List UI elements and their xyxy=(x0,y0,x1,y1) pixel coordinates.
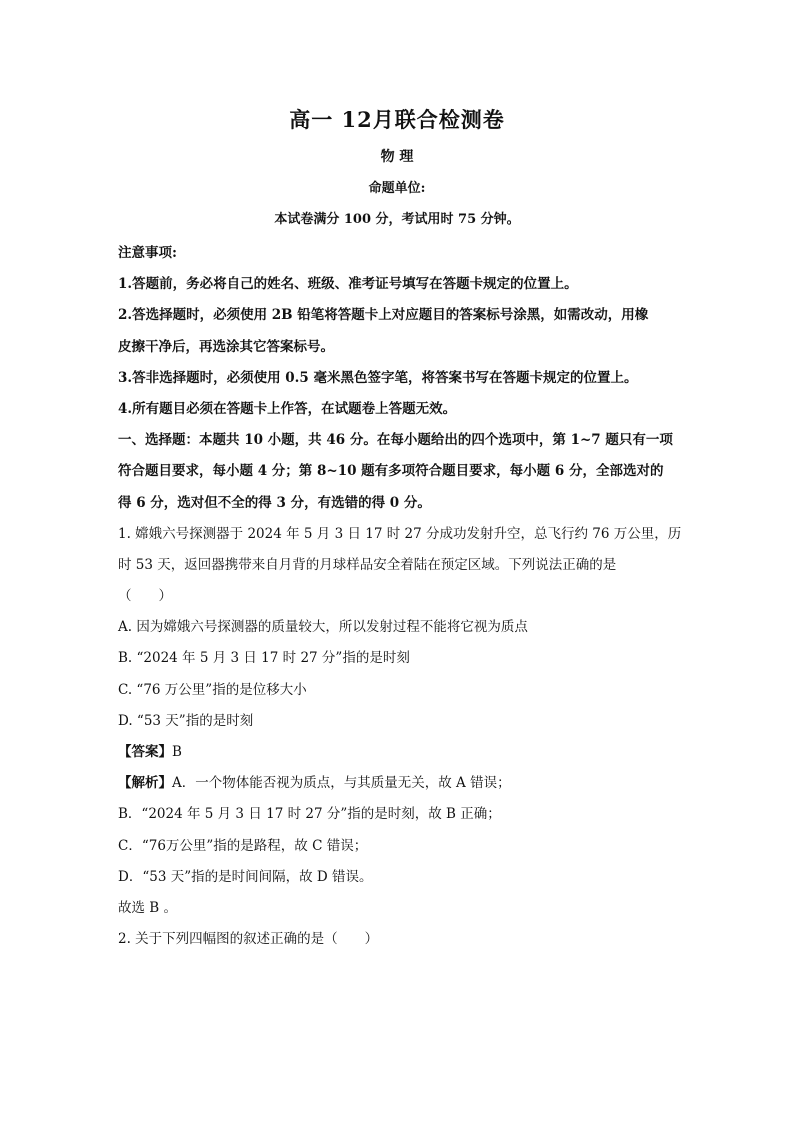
answer-value: B xyxy=(172,744,182,760)
page-title: 高一 12月联合检测卷 xyxy=(289,107,505,132)
question-2-stem: 2. 关于下列四幅图的叙述正确的是（ ） xyxy=(118,931,379,948)
analysis-text: D．“53 天”指的是时间间隔，故 D 错误。 xyxy=(118,868,373,885)
notice-item: 皮擦干净后，再选涂其它答案标号。 xyxy=(118,338,334,355)
exam-body xyxy=(118,238,682,955)
author-unit: 命题单位: xyxy=(368,181,426,196)
subject-label: 物 理 xyxy=(380,149,414,165)
analysis-text: A．一个物体能否视为质点，与其质量无关，故 A 错误； xyxy=(172,775,511,792)
analysis-line xyxy=(118,768,678,799)
question-stem: 时 53 天，返回器携带来自月背的月球样品安全着陆在预定区域。下列说法正确的是 xyxy=(118,556,617,573)
notice-item: 3.答非选择题时，必须使用 0.5 毫米黑色签字笔，将答案书写在答题卡规定的位置上。 xyxy=(118,369,638,386)
notice-item: 4.所有题目必须在答题卡上作答，在试题卷上答题无效。 xyxy=(118,400,457,417)
notice-item: 1.答题前，务必将自己的姓名、班级、准考证号填写在答题卡规定的位置上。 xyxy=(118,276,578,293)
question-stem: （ ） xyxy=(118,588,172,605)
section-heading: 一、选择题：本题共 10 小题，共 46 分。在每小题给出的四个选项中，第 1~7 题只有一项 xyxy=(118,432,673,449)
section-text: 得 6 分，选对但不全的得 3 分，有选错的得 0 分。 xyxy=(118,494,431,511)
notice-heading: 注意事项: xyxy=(118,245,177,261)
option-a: A. 因为嫦娥六号探测器的质量较大，所以发射过程不能将它视为质点 xyxy=(118,619,528,636)
conclusion: 故选 B 。 xyxy=(118,899,178,916)
option-d: D. “53 天”指的是时刻 xyxy=(118,712,254,729)
option-c: C. “76 万公里”指的是位移大小 xyxy=(118,681,307,698)
section-text: 符合题目要求，每小题 4 分；第 8~10 题有多项符合题目要求，每小题 6 分，全部选对的 xyxy=(118,463,664,480)
analysis-text: B．“2024 年 5 月 3 日 17 时 27 分”指的是时刻，故 B 正确； xyxy=(118,806,501,823)
answer-label: 【答案】 xyxy=(118,744,172,760)
answer-line xyxy=(118,737,678,768)
question-stem: 1. 嫦娥六号探测器于 2024 年 5 月 3 日 17 时 27 分成功发射升空，总飞行约 76 万公里，历 xyxy=(118,525,682,542)
analysis-label: 【解析】 xyxy=(118,775,172,792)
option-b: B. “2024 年 5 月 3 日 17 时 27 分”指的是时刻 xyxy=(118,650,410,667)
notice-item: 2.答选择题时，必须使用 2B 铅笔将答题卡上对应题目的答案标号涂黑，如需改动，用橡 xyxy=(118,307,649,324)
exam-info: 本试卷满分 100 分，考试用时 75 分钟。 xyxy=(274,212,520,227)
analysis-text: C．“76万公里”指的是路程，故 C 错误； xyxy=(118,837,368,854)
